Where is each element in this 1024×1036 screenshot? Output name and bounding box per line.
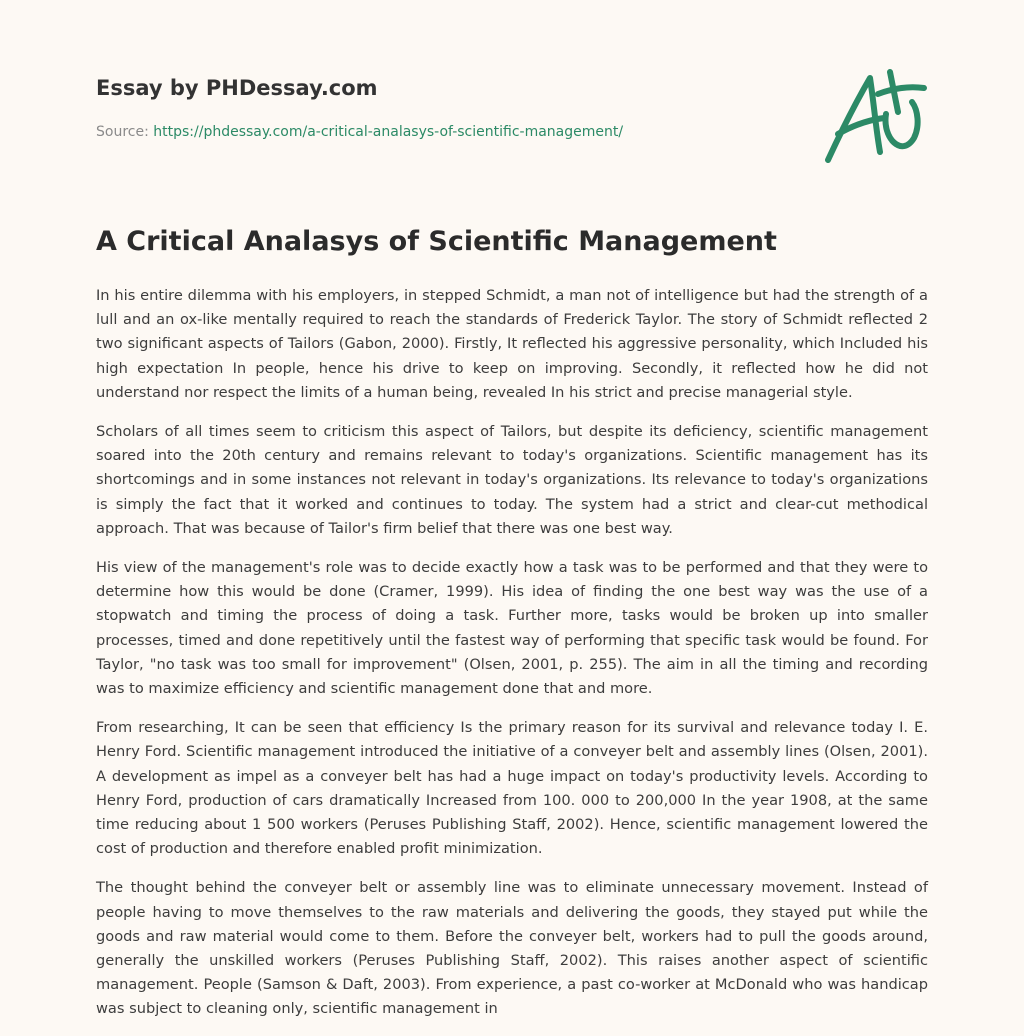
paragraph: His view of the management's role was to decide exactly how a task was to be performed and that they were to determine how this would be done (Cramer, 1999). His idea of finding the one best way was the use of a stopwatch and timing the process of doing a task. Further more, tasks would be broken up into smaller processes, timed and done repetitively until the fastest way of performing that specific task would be found. For Taylor, "no task was too small for improvement" (Olsen, 2001, p. 255). The aim in all the timing and recording was to maximize efficiency and scientific management done that and more. <box>96 559 928 698</box>
document-title: A Critical Analasys of Scientific Management <box>96 226 777 257</box>
paragraph: The thought behind the conveyer belt or assembly line was to eliminate unnecessary movement. Instead of people having to move themselves to the raw materials and delivering the goods, they stayed put while the goods and raw material would come to them. Before the conveyer belt, workers had to pull the goods around, generally the unskilled workers (Peruses Publishing Staff, 2002). This raises another aspect of scientific management. People (Samson & Daft, 2003). From experience, a past co-worker at McDonald who was handicap was subject to cleaning only, scientific management in <box>96 879 928 1018</box>
paragraph: From researching, It can be seen that efficiency Is the primary reason for its survival and relevance today I. E. Henry Ford. Scientific management introduced the initiative of a conveyer belt and assembly lines (Olsen, 2001). A development as impel as a conveyer belt has had a huge impact on today's productivity levels. According to Henry Ford, production of cars dramatically Increased from 100. 000 to 200,000 In the year 1908, at the same time reducing about 1 500 workers (Peruses Publishing Staff, 2002). Hence, scientific management lowered the cost of production and therefore enabled profit minimization. <box>96 719 928 858</box>
document-body <box>96 284 928 1036</box>
site-title: Essay by PHDessay.com <box>96 76 378 100</box>
a-plus-logo-icon <box>818 64 930 168</box>
source-line <box>96 124 623 140</box>
paragraph: Scholars of all times seem to criticism this aspect of Tailors, but despite its deficiency, scientific management soared into the 20th century and remains relevant to today's organizations. Scientific management has its shortcomings and in some instances not relevant in today's organizations. Its relevance to today's organizations is simply the fact that it worked and continues to today. The system had a strict and clear-cut methodical approach. That was because of Tailor's firm belief that there was one best way. <box>96 423 928 537</box>
paragraph: In his entire dilemma with his employers, in stepped Schmidt, a man not of intelligence but had the strength of a lull and an ox-like mentally required to reach the standards of Frederick Taylor. The story of Schmidt reflected 2 two significant aspects of Tailors (Gabon, 2000). Firstly, It reflected his aggressive personality, which Included his high expectation In people, hence his drive to keep on improving. Secondly, it reflected how he did not understand nor respect the limits of a human being, revealed In his strict and precise managerial style. <box>96 287 928 401</box>
source-label: Source: <box>96 124 149 140</box>
source-link[interactable]: https://phdessay.com/a-critical-analasys-of-scientific-management/ <box>153 124 624 140</box>
